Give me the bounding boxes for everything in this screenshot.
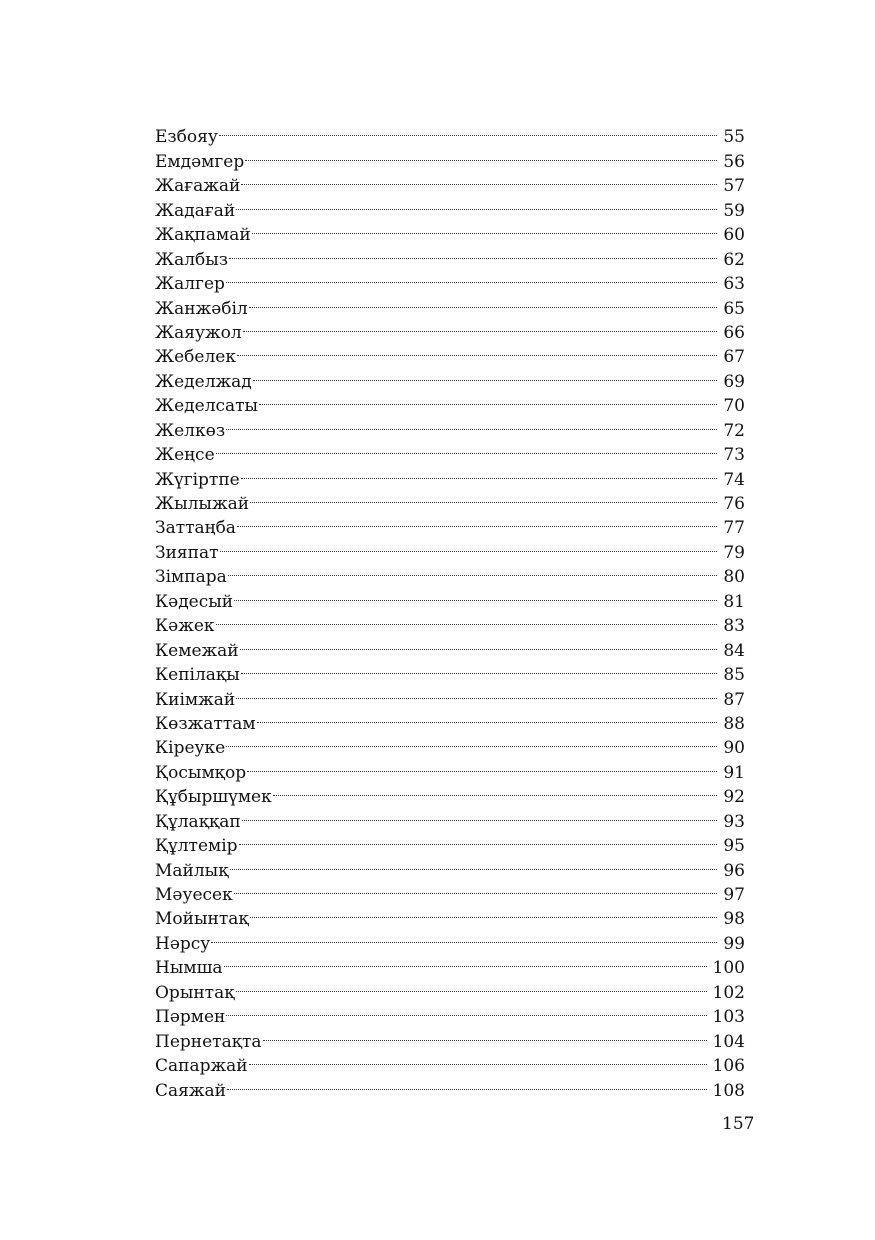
dot-leader — [227, 558, 720, 582]
toc-entry-page: 95 — [723, 836, 745, 857]
toc-entry-page: 104 — [712, 1031, 745, 1052]
dot-leader — [238, 827, 720, 851]
toc-entry-page: 59 — [723, 200, 745, 221]
toc-entry — [155, 558, 745, 588]
dot-leader — [241, 802, 720, 826]
toc-entry-page: 77 — [723, 518, 745, 539]
toc-entry-title: Емдәмгер — [155, 151, 245, 172]
page-number: 157 — [722, 1114, 755, 1134]
toc-entry — [155, 1071, 745, 1101]
toc-entry — [155, 533, 745, 563]
toc-entry — [155, 876, 745, 905]
dot-leader — [239, 631, 720, 655]
toc-entry — [155, 851, 745, 881]
toc-entry-title: Заттаңба — [155, 518, 236, 539]
toc-entry-page: 103 — [712, 1007, 745, 1028]
toc-entry-page: 97 — [723, 885, 745, 905]
toc-entry-page: 88 — [723, 713, 745, 734]
toc-entry-title: Саяжай — [155, 1080, 226, 1101]
dot-leader — [248, 289, 720, 313]
toc-entry-title: Зияпат — [155, 542, 219, 563]
toc-entry — [155, 582, 745, 612]
toc-entry-page: 80 — [723, 567, 745, 588]
toc-entry-page: 83 — [723, 616, 745, 637]
dot-leader — [218, 118, 719, 142]
toc-entry — [155, 118, 745, 148]
toc-entry-title: Құлаққап — [155, 811, 241, 832]
dot-leader — [229, 851, 720, 875]
dot-leader — [252, 362, 720, 386]
dot-leader — [225, 265, 719, 289]
toc-entry-title: Жақпамай — [155, 225, 251, 246]
dot-leader — [236, 338, 719, 362]
toc-entry — [155, 729, 745, 759]
dot-leader — [236, 509, 719, 533]
toc-entry-title: Жебелек — [155, 347, 236, 368]
toc-entry-title: Зімпара — [155, 567, 227, 588]
toc-entry — [155, 753, 745, 783]
toc-entry-title: Киімжай — [155, 689, 236, 710]
table-of-contents — [155, 118, 745, 1101]
toc-entry-page: 63 — [723, 274, 745, 295]
toc-entry-page: 81 — [723, 591, 745, 612]
dot-leader — [219, 533, 720, 557]
dot-leader — [256, 705, 720, 729]
toc-entry-page: 79 — [723, 542, 745, 563]
toc-entry-title: Пернетақта — [155, 1031, 262, 1052]
toc-entry-page: 100 — [712, 958, 745, 979]
toc-entry-title: Жадағай — [155, 200, 236, 221]
toc-entry-title: Кәдесый — [155, 591, 234, 612]
toc-entry-page: 99 — [723, 933, 745, 954]
toc-entry — [155, 460, 745, 490]
toc-entry-page: 108 — [712, 1080, 745, 1101]
dot-leader — [215, 436, 720, 460]
toc-entry — [155, 167, 745, 197]
toc-entry-title: Жалбыз — [155, 249, 229, 270]
toc-entry-title: Жылыжай — [155, 494, 250, 514]
toc-entry-page: 73 — [723, 445, 745, 466]
toc-entry — [155, 362, 745, 392]
toc-entry-title: Жеделжад — [155, 371, 252, 392]
dot-leader — [226, 1071, 709, 1095]
toc-entry-page: 67 — [723, 347, 745, 368]
dot-leader — [248, 1047, 709, 1071]
toc-entry — [155, 900, 745, 930]
toc-entry-title: Мойынтақ — [155, 909, 249, 930]
toc-entry — [155, 631, 745, 661]
toc-entry-page: 92 — [723, 787, 745, 808]
dot-leader — [233, 876, 720, 900]
toc-entry-title: Кіреуке — [155, 738, 226, 759]
toc-entry-page: 76 — [723, 494, 745, 514]
toc-entry-page: 66 — [723, 322, 745, 343]
toc-entry — [155, 656, 745, 686]
toc-entry — [155, 216, 745, 246]
toc-entry — [155, 949, 745, 979]
toc-entry — [155, 338, 745, 368]
dot-leader — [223, 949, 709, 973]
toc-entry-title: Жанжәбіл — [155, 298, 248, 319]
toc-entry-title: Құлтемір — [155, 836, 238, 857]
toc-entry-page: 93 — [723, 811, 745, 832]
toc-entry — [155, 827, 745, 857]
toc-entry-page: 74 — [723, 469, 745, 490]
toc-entry-page: 91 — [723, 762, 745, 783]
dot-leader — [246, 753, 719, 777]
toc-entry — [155, 607, 745, 637]
dot-leader — [262, 1022, 709, 1046]
toc-entry-title: Нымша — [155, 958, 223, 979]
toc-entry — [155, 289, 745, 319]
toc-entry-title: Жеңсе — [155, 445, 215, 466]
toc-entry-page: 60 — [723, 225, 745, 246]
toc-entry-title: Жалгер — [155, 274, 225, 295]
toc-entry-page: 57 — [723, 176, 745, 197]
toc-entry-page: 102 — [712, 982, 745, 1003]
toc-entry-page: 72 — [723, 420, 745, 441]
toc-entry-title: Көзжаттам — [155, 713, 256, 734]
toc-entry — [155, 924, 745, 954]
dot-leader — [240, 656, 720, 680]
toc-entry — [155, 973, 745, 1003]
toc-entry-title: Кепілақы — [155, 665, 240, 686]
toc-entry — [155, 142, 745, 172]
toc-entry-page: 55 — [723, 127, 745, 148]
toc-entry-title: Кемежай — [155, 640, 239, 661]
toc-entry-page: 70 — [723, 396, 745, 417]
toc-entry-page: 65 — [723, 298, 745, 319]
toc-entry — [155, 485, 745, 514]
dot-leader — [235, 191, 719, 215]
toc-entry-title: Езбояу — [155, 127, 218, 148]
toc-entry — [155, 314, 745, 343]
dot-leader — [249, 485, 719, 509]
toc-entry-title: Жаяужол — [155, 322, 242, 343]
dot-leader — [272, 778, 720, 802]
toc-entry-title: Орынтақ — [155, 982, 235, 1003]
toc-entry — [155, 998, 745, 1028]
toc-entry-page: 96 — [723, 860, 745, 881]
toc-entry-title: Жүгіртпе — [155, 469, 240, 490]
dot-leader — [242, 314, 720, 338]
toc-entry-page: 106 — [712, 1056, 745, 1077]
dot-leader — [228, 240, 719, 264]
dot-leader — [244, 142, 719, 166]
toc-entry-title: Мәуесек — [155, 885, 233, 905]
toc-entry-page: 87 — [723, 689, 745, 710]
dot-leader — [235, 680, 719, 704]
toc-entry-title: Жеделсаты — [155, 396, 259, 417]
toc-entry-title: Сапаржай — [155, 1056, 248, 1077]
toc-entry — [155, 436, 745, 466]
toc-entry-page: 62 — [723, 249, 745, 270]
dot-leader — [240, 167, 719, 191]
toc-entry-title: Пәрмен — [155, 1007, 226, 1028]
dot-leader — [235, 973, 709, 997]
toc-entry-page: 85 — [723, 665, 745, 686]
dot-leader — [240, 460, 720, 484]
dot-leader — [215, 607, 720, 631]
dot-leader — [225, 998, 708, 1022]
toc-entry — [155, 265, 745, 295]
dot-leader — [251, 216, 720, 240]
toc-entry — [155, 509, 745, 539]
toc-entry-title: Жағажай — [155, 176, 241, 197]
toc-entry — [155, 705, 745, 734]
toc-entry-title: Желкөз — [155, 420, 226, 441]
dot-leader — [258, 387, 719, 411]
dot-leader — [225, 729, 719, 753]
toc-entry — [155, 1022, 745, 1052]
toc-entry-title: Кәжек — [155, 616, 215, 637]
toc-entry-page: 84 — [723, 640, 745, 661]
toc-entry — [155, 191, 745, 221]
toc-entry-title: Қосымқор — [155, 762, 247, 783]
toc-entry-page: 90 — [723, 738, 745, 759]
toc-entry — [155, 411, 745, 441]
dot-leader — [233, 582, 719, 606]
toc-entry-title: Құбыршүмек — [155, 787, 272, 808]
toc-entry-page: 56 — [723, 151, 745, 172]
dot-leader — [249, 900, 720, 924]
dot-leader — [225, 411, 719, 435]
toc-entry-page: 98 — [723, 909, 745, 930]
dot-leader — [210, 924, 719, 948]
toc-entry — [155, 802, 745, 832]
toc-entry — [155, 680, 745, 710]
toc-entry-title: Нәрсу — [155, 933, 211, 954]
toc-entry-title: Майлық — [155, 860, 229, 881]
toc-entry — [155, 240, 745, 270]
toc-entry-page: 69 — [723, 371, 745, 392]
